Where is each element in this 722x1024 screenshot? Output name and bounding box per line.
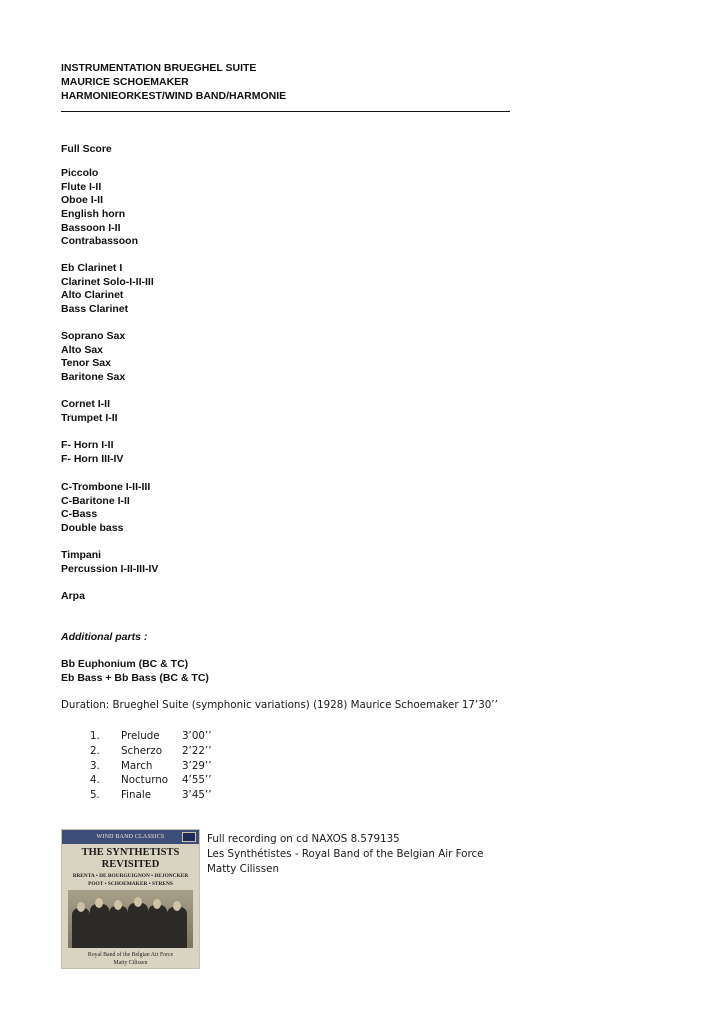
recording-info — [207, 832, 484, 876]
instrument-item: Bb Euphonium (BC & TC) — [61, 658, 189, 670]
cd-band-credit: Royal Band of the Belgian Air Force Matty Cilissen — [87, 952, 174, 966]
instrument-item: Bassoon I-II — [61, 221, 121, 234]
trumpets-group — [61, 398, 118, 425]
cd-composers: BRENTA • DE BOURGUIGNON • DEJONCKER POOT • SCHOEMAKER • STRENS — [72, 873, 189, 887]
additional-parts-heading: Additional parts : — [61, 631, 148, 643]
photo-figure-head — [95, 898, 103, 908]
duration-text: Duration: Brueghel Suite (symphonic variations) (1928) Maurice Schoemaker 17’30’’ — [61, 699, 498, 711]
instrument-item: Flute I-II — [61, 180, 102, 193]
woodwinds-group — [61, 167, 138, 249]
instrument-item: Double bass — [61, 522, 124, 535]
instrument-item: Alto Clarinet — [61, 289, 124, 302]
header-prefix: INSTRUMENTATION — [61, 62, 161, 74]
header-ensemble: HARMONIEORKEST/WIND BAND/HARMONIE — [61, 90, 287, 102]
cd-group-photo — [68, 890, 193, 948]
instrument-item: C-Trombone I-II-III — [61, 481, 151, 493]
photo-figure — [128, 903, 148, 948]
saxophones-group — [61, 330, 125, 385]
header-line-1 — [61, 61, 286, 75]
instrument-item: Alto Sax — [61, 343, 104, 356]
percussion-group — [61, 549, 158, 576]
cd-title: THE SYNTHETISTS REVISITED — [81, 847, 180, 870]
naxos-logo-icon — [182, 832, 196, 842]
recording-line: Full recording on cd NAXOS 8.579135 — [207, 833, 400, 845]
harp-group — [61, 590, 85, 604]
instrument-item: Baritone Sax — [61, 371, 126, 384]
instrument-item: Trumpet I-II — [61, 411, 118, 424]
recording-line: Les Synthétistes - Royal Band of the Belgian Air Force — [207, 847, 484, 860]
instrument-item: Clarinet Solo-I-II-III — [61, 275, 154, 288]
header-rule — [61, 111, 510, 112]
photo-figure — [109, 906, 128, 948]
photo-figure — [90, 904, 109, 948]
photo-figure — [167, 907, 187, 948]
low-brass-group — [61, 481, 150, 536]
instrument-item: F- Horn I-II — [61, 439, 114, 451]
photo-figure-head — [114, 900, 122, 910]
instrument-item: Eb Bass + Bb Bass (BC & TC) — [61, 671, 209, 684]
cd-cover-image — [61, 829, 200, 969]
instrument-item: F- Horn III-IV — [61, 452, 124, 465]
photo-figure — [72, 908, 90, 948]
instrument-item: Percussion I-II-III-IV — [61, 562, 159, 575]
document-header — [61, 61, 286, 103]
full-score-label: Full Score — [61, 143, 112, 155]
instrument-item: Arpa — [61, 590, 85, 602]
instrument-item: Soprano Sax — [61, 330, 126, 342]
instrument-item: Eb Clarinet I — [61, 262, 123, 274]
header-title: BRUEGHEL SUITE — [163, 62, 257, 74]
instrument-item: Cornet I-II — [61, 398, 110, 410]
horns-group — [61, 439, 123, 466]
instrument-item: Piccolo — [61, 167, 99, 179]
instrument-item: Tenor Sax — [61, 357, 111, 370]
photo-figure-head — [173, 901, 181, 911]
header-composer: MAURICE SCHOEMAKER — [61, 76, 189, 88]
document-page: INSTRUMENTATION BRUEGHEL SUITE MAURICE SCHOEMAKER HARMONIEORKEST/WIND BAND/HARMONIE Full Score Piccolo Flute I-II Oboe I-II English horn Bassoon I-II Contrabassoon Eb Clarinet I Clarinet Solo-I-II-III Alto Clarinet Bass Clarinet Soprano Sax Alto Sax Tenor Sax Baritone Sax Cornet I-II Trumpet I-II F- Horn I-II F- Horn III-IV C-Trombone I-II-III C-Baritone I-II C-Bass Double bass Timpani Percussion I-II-III-IV Arpa Additional parts : Bb Euphonium (BC & TC) Eb Bass + Bb Bass (BC & TC) Duration: Brueghel Suite (symphonic variations) (1928) Maurice Schoemaker 17’30’’ 1. Prelude 3’00’’ 2. Scherzo 2’22’’ 3. March 3’29’’ 4. Nocturno 4’55’’ 5. Finale 3’45’’ WIND BAND CLASSICS THE SYNTHETISTS REVISITED BRENTA • DE BOURGUIGNON • DEJONCKER POOT • SCHOEMAKER • STRENS Royal Band of the Belgian Air Force Matty Cilissen Full recording on cd NAXOS 8.579135 Les Synthétistes - Royal Band of the Belgian Air Force Matty Cilissen — [0, 0, 722, 1024]
instrument-item: Contrabassoon — [61, 235, 139, 248]
photo-figure-head — [134, 897, 142, 907]
photo-figure — [148, 905, 167, 948]
instrument-item: C-Bass — [61, 508, 98, 521]
photo-figure-head — [153, 899, 161, 909]
photo-figure-head — [77, 902, 85, 912]
instrument-item: Oboe I-II — [61, 194, 103, 207]
instrument-item: Bass Clarinet — [61, 303, 129, 316]
instrument-item: C-Baritone I-II — [61, 494, 130, 507]
cd-series-label: WIND BAND CLASSICS — [96, 834, 165, 840]
recording-line: Matty Cilissen — [207, 862, 279, 875]
instrument-item: English horn — [61, 208, 126, 221]
instrument-item: Timpani — [61, 549, 102, 561]
clarinets-group — [61, 262, 154, 317]
additional-parts-list — [61, 658, 209, 685]
